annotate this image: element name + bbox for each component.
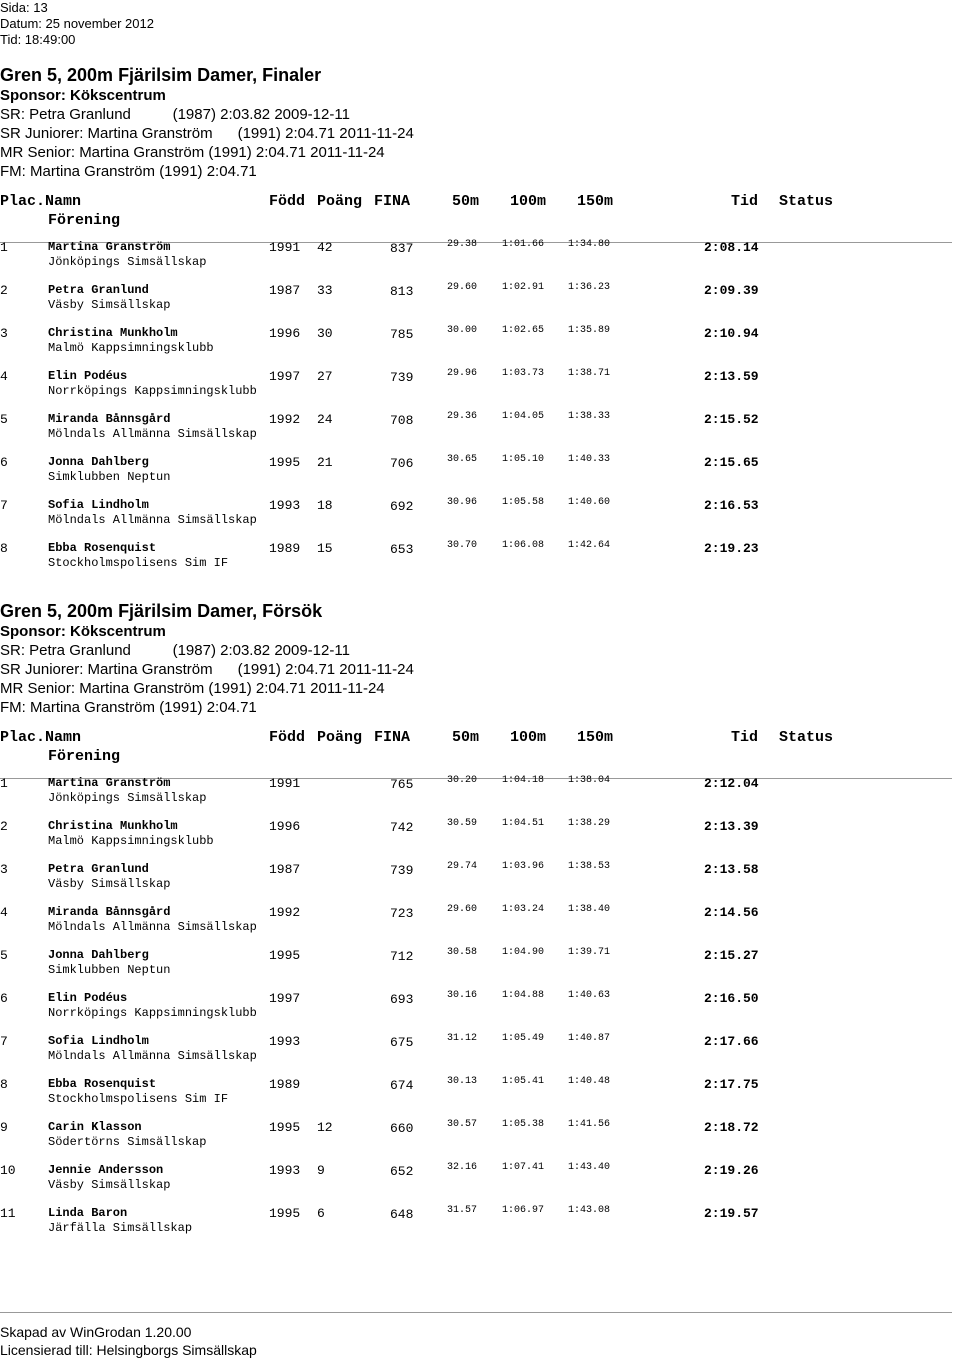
results-list bbox=[0, 240, 960, 584]
fina-points: 739 bbox=[390, 370, 414, 385]
birth-year: 1997 bbox=[269, 991, 301, 1006]
col-150m: 150m bbox=[577, 193, 614, 210]
club-name: Järfälla Simsällskap bbox=[48, 1221, 193, 1235]
birth-year: 1992 bbox=[269, 412, 301, 427]
record-mr-senior: MR Senior: Martina Granström (1991) 2:04.71 2011-11-24 bbox=[0, 680, 385, 697]
points: 21 bbox=[317, 455, 333, 470]
split-50m: 29.60 bbox=[447, 282, 478, 293]
col-fodd: Född bbox=[269, 729, 306, 746]
swimmer-name: Sofia Lindholm bbox=[48, 1034, 149, 1048]
club-name: Simklubben Neptun bbox=[48, 470, 171, 484]
final-time: 2:16.50 bbox=[704, 991, 759, 1006]
result-row bbox=[0, 905, 960, 948]
result-row bbox=[0, 1120, 960, 1163]
swimmer-name: Miranda Bånnsgård bbox=[48, 412, 171, 426]
split-100m: 1:05.41 bbox=[502, 1076, 545, 1087]
fina-points: 765 bbox=[390, 777, 414, 792]
swimmer-name: Christina Munkholm bbox=[48, 819, 178, 833]
final-time: 2:17.66 bbox=[704, 1034, 759, 1049]
split-50m: 30.96 bbox=[447, 497, 478, 508]
col-plac-namn: Plac.Namn bbox=[0, 729, 82, 746]
split-100m: 1:03.96 bbox=[502, 861, 545, 872]
placing: 6 bbox=[0, 455, 8, 470]
birth-year: 1989 bbox=[269, 1077, 301, 1092]
col-50m: 50m bbox=[452, 729, 480, 746]
print-date: Datum: 25 november 2012 bbox=[0, 16, 154, 31]
split-100m: 1:02.91 bbox=[502, 282, 545, 293]
footer-divider bbox=[0, 1312, 952, 1313]
col-tid: Tid bbox=[731, 729, 759, 746]
points: 33 bbox=[317, 283, 333, 298]
birth-year: 1993 bbox=[269, 1163, 301, 1178]
split-100m: 1:04.51 bbox=[502, 818, 545, 829]
placing: 11 bbox=[0, 1206, 16, 1221]
fina-points: 648 bbox=[390, 1207, 414, 1222]
fina-points: 693 bbox=[390, 992, 414, 1007]
split-150m: 1:38.40 bbox=[568, 904, 611, 915]
col-forening: Förening bbox=[48, 748, 121, 765]
record-sr: SR: Petra Granlund (1987) 2:03.82 2009-12-11 bbox=[0, 642, 350, 659]
final-time: 2:15.65 bbox=[704, 455, 759, 470]
col-poang: Poäng bbox=[317, 193, 363, 210]
placing: 2 bbox=[0, 819, 8, 834]
placing: 9 bbox=[0, 1120, 8, 1135]
result-row bbox=[0, 455, 960, 498]
fina-points: 813 bbox=[390, 284, 414, 299]
split-150m: 1:40.33 bbox=[568, 454, 611, 465]
club-name: Stockholmspolisens Sim IF bbox=[48, 556, 229, 570]
swimmer-name: Petra Granlund bbox=[48, 862, 149, 876]
final-time: 2:08.14 bbox=[704, 240, 759, 255]
club-name: Malmö Kappsimningsklubb bbox=[48, 341, 214, 355]
split-50m: 30.58 bbox=[447, 947, 478, 958]
col-100m: 100m bbox=[510, 193, 547, 210]
points: 18 bbox=[317, 498, 333, 513]
result-row bbox=[0, 948, 960, 991]
club-name: Malmö Kappsimningsklubb bbox=[48, 834, 214, 848]
fina-points: 706 bbox=[390, 456, 414, 471]
placing: 1 bbox=[0, 240, 8, 255]
birth-year: 1997 bbox=[269, 369, 301, 384]
result-row bbox=[0, 541, 960, 584]
result-row bbox=[0, 283, 960, 326]
fina-points: 674 bbox=[390, 1078, 414, 1093]
club-name: Mölndals Allmänna Simsällskap bbox=[48, 513, 257, 527]
swimmer-name: Jennie Andersson bbox=[48, 1163, 164, 1177]
swimmer-name: Jonna Dahlberg bbox=[48, 948, 149, 962]
split-150m: 1:38.29 bbox=[568, 818, 611, 829]
final-time: 2:13.59 bbox=[704, 369, 759, 384]
table-header bbox=[0, 729, 960, 767]
result-row bbox=[0, 498, 960, 541]
col-150m: 150m bbox=[577, 729, 614, 746]
placing: 4 bbox=[0, 369, 8, 384]
record-sr-junior: SR Juniorer: Martina Granström (1991) 2:04.71 2011-11-24 bbox=[0, 125, 414, 142]
split-150m: 1:40.87 bbox=[568, 1033, 611, 1044]
event-sponsor: Sponsor: Kökscentrum bbox=[0, 623, 166, 640]
split-100m: 1:02.65 bbox=[502, 325, 545, 336]
swimmer-name: Ebba Rosenquist bbox=[48, 541, 157, 555]
col-50m: 50m bbox=[452, 193, 480, 210]
swimmer-name: Martina Granström bbox=[48, 776, 171, 790]
club-name: Simklubben Neptun bbox=[48, 963, 171, 977]
points: 24 bbox=[317, 412, 333, 427]
table-header bbox=[0, 193, 960, 231]
split-50m: 31.57 bbox=[447, 1205, 478, 1216]
split-100m: 1:03.73 bbox=[502, 368, 545, 379]
birth-year: 1991 bbox=[269, 240, 301, 255]
swimmer-name: Martina Granström bbox=[48, 240, 171, 254]
result-row bbox=[0, 240, 960, 283]
placing: 5 bbox=[0, 948, 8, 963]
final-time: 2:13.39 bbox=[704, 819, 759, 834]
placing: 8 bbox=[0, 1077, 8, 1092]
split-150m: 1:38.53 bbox=[568, 861, 611, 872]
final-time: 2:19.23 bbox=[704, 541, 759, 556]
swimmer-name: Linda Baron bbox=[48, 1206, 128, 1220]
birth-year: 1996 bbox=[269, 326, 301, 341]
page-number: Sida: 13 bbox=[0, 0, 48, 15]
split-150m: 1:38.33 bbox=[568, 411, 611, 422]
placing: 8 bbox=[0, 541, 8, 556]
swimmer-name: Elin Podéus bbox=[48, 369, 128, 383]
fina-points: 837 bbox=[390, 241, 414, 256]
split-50m: 30.70 bbox=[447, 540, 478, 551]
split-150m: 1:40.48 bbox=[568, 1076, 611, 1087]
split-100m: 1:04.88 bbox=[502, 990, 545, 1001]
split-100m: 1:06.08 bbox=[502, 540, 545, 551]
club-name: Norrköpings Kappsimningsklubb bbox=[48, 384, 257, 398]
club-name: Jönköpings Simsällskap bbox=[48, 255, 207, 269]
record-mr-senior: MR Senior: Martina Granström (1991) 2:04.71 2011-11-24 bbox=[0, 144, 385, 161]
split-100m: 1:05.49 bbox=[502, 1033, 545, 1044]
placing: 4 bbox=[0, 905, 8, 920]
club-name: Väsby Simsällskap bbox=[48, 877, 171, 891]
club-name: Mölndals Allmänna Simsällskap bbox=[48, 1049, 257, 1063]
split-50m: 30.00 bbox=[447, 325, 478, 336]
split-150m: 1:40.63 bbox=[568, 990, 611, 1001]
club-name: Stockholmspolisens Sim IF bbox=[48, 1092, 229, 1106]
col-status: Status bbox=[779, 193, 834, 210]
club-name: Mölndals Allmänna Simsällskap bbox=[48, 920, 257, 934]
result-row bbox=[0, 1034, 960, 1077]
record-fm: FM: Martina Granström (1991) 2:04.71 bbox=[0, 699, 257, 716]
split-50m: 29.96 bbox=[447, 368, 478, 379]
points: 15 bbox=[317, 541, 333, 556]
swimmer-name: Miranda Bånnsgård bbox=[48, 905, 171, 919]
birth-year: 1992 bbox=[269, 905, 301, 920]
swimmer-name: Petra Granlund bbox=[48, 283, 149, 297]
split-150m: 1:43.08 bbox=[568, 1205, 611, 1216]
birth-year: 1995 bbox=[269, 1120, 301, 1135]
club-name: Mölndals Allmänna Simsällskap bbox=[48, 427, 257, 441]
split-150m: 1:42.64 bbox=[568, 540, 611, 551]
event-section-heats bbox=[0, 600, 960, 1249]
split-50m: 29.74 bbox=[447, 861, 478, 872]
split-50m: 31.12 bbox=[447, 1033, 478, 1044]
fina-points: 675 bbox=[390, 1035, 414, 1050]
result-row bbox=[0, 776, 960, 819]
swimmer-name: Christina Munkholm bbox=[48, 326, 178, 340]
swimmer-name: Sofia Lindholm bbox=[48, 498, 149, 512]
col-poang: Poäng bbox=[317, 729, 363, 746]
col-fina: FINA bbox=[374, 193, 411, 210]
col-plac-namn: Plac.Namn bbox=[0, 193, 82, 210]
points: 30 bbox=[317, 326, 333, 341]
split-150m: 1:38.71 bbox=[568, 368, 611, 379]
split-100m: 1:07.41 bbox=[502, 1162, 545, 1173]
final-time: 2:10.94 bbox=[704, 326, 759, 341]
split-150m: 1:40.60 bbox=[568, 497, 611, 508]
event-title: Gren 5, 200m Fjärilsim Damer, Försök bbox=[0, 601, 323, 621]
created-by: Skapad av WinGrodan 1.20.00 bbox=[0, 1324, 192, 1340]
fina-points: 742 bbox=[390, 820, 414, 835]
fina-points: 708 bbox=[390, 413, 414, 428]
split-150m: 1:34.80 bbox=[568, 239, 611, 250]
col-100m: 100m bbox=[510, 729, 547, 746]
swimmer-name: Carin Klasson bbox=[48, 1120, 142, 1134]
final-time: 2:15.52 bbox=[704, 412, 759, 427]
placing: 6 bbox=[0, 991, 8, 1006]
col-fina: FINA bbox=[374, 729, 411, 746]
split-150m: 1:35.89 bbox=[568, 325, 611, 336]
placing: 10 bbox=[0, 1163, 16, 1178]
print-time: Tid: 18:49:00 bbox=[0, 32, 76, 47]
birth-year: 1989 bbox=[269, 541, 301, 556]
swimmer-name: Ebba Rosenquist bbox=[48, 1077, 157, 1091]
record-sr-junior: SR Juniorer: Martina Granström (1991) 2:04.71 2011-11-24 bbox=[0, 661, 414, 678]
club-name: Norrköpings Kappsimningsklubb bbox=[48, 1006, 257, 1020]
fina-points: 660 bbox=[390, 1121, 414, 1136]
birth-year: 1996 bbox=[269, 819, 301, 834]
birth-year: 1995 bbox=[269, 455, 301, 470]
fina-points: 692 bbox=[390, 499, 414, 514]
split-100m: 1:04.05 bbox=[502, 411, 545, 422]
col-tid: Tid bbox=[731, 193, 759, 210]
result-row bbox=[0, 369, 960, 412]
placing: 2 bbox=[0, 283, 8, 298]
points: 9 bbox=[317, 1163, 325, 1178]
birth-year: 1995 bbox=[269, 948, 301, 963]
fina-points: 712 bbox=[390, 949, 414, 964]
split-50m: 30.57 bbox=[447, 1119, 478, 1130]
split-50m: 30.13 bbox=[447, 1076, 478, 1087]
birth-year: 1987 bbox=[269, 862, 301, 877]
birth-year: 1991 bbox=[269, 776, 301, 791]
split-50m: 30.20 bbox=[447, 775, 478, 786]
page-header bbox=[0, 0, 154, 48]
final-time: 2:18.72 bbox=[704, 1120, 759, 1135]
fina-points: 739 bbox=[390, 863, 414, 878]
col-status: Status bbox=[779, 729, 834, 746]
result-row bbox=[0, 862, 960, 905]
split-100m: 1:05.10 bbox=[502, 454, 545, 465]
points: 27 bbox=[317, 369, 333, 384]
final-time: 2:14.56 bbox=[704, 905, 759, 920]
result-row bbox=[0, 1077, 960, 1120]
split-50m: 29.36 bbox=[447, 411, 478, 422]
split-50m: 29.60 bbox=[447, 904, 478, 915]
split-50m: 30.59 bbox=[447, 818, 478, 829]
birth-year: 1995 bbox=[269, 1206, 301, 1221]
result-row bbox=[0, 1163, 960, 1206]
event-title: Gren 5, 200m Fjärilsim Damer, Finaler bbox=[0, 65, 322, 85]
swimmer-name: Elin Podéus bbox=[48, 991, 128, 1005]
result-row bbox=[0, 819, 960, 862]
col-forening: Förening bbox=[48, 212, 121, 229]
points: 6 bbox=[317, 1206, 325, 1221]
final-time: 2:15.27 bbox=[704, 948, 759, 963]
record-sr: SR: Petra Granlund (1987) 2:03.82 2009-12-11 bbox=[0, 106, 350, 123]
split-100m: 1:04.18 bbox=[502, 775, 545, 786]
final-time: 2:16.53 bbox=[704, 498, 759, 513]
fina-points: 723 bbox=[390, 906, 414, 921]
result-row bbox=[0, 326, 960, 369]
birth-year: 1993 bbox=[269, 1034, 301, 1049]
result-row bbox=[0, 991, 960, 1034]
final-time: 2:12.04 bbox=[704, 776, 759, 791]
split-100m: 1:05.38 bbox=[502, 1119, 545, 1130]
swimmer-name: Jonna Dahlberg bbox=[48, 455, 149, 469]
points: 42 bbox=[317, 240, 333, 255]
fina-points: 652 bbox=[390, 1164, 414, 1179]
final-time: 2:19.57 bbox=[704, 1206, 759, 1221]
placing: 5 bbox=[0, 412, 8, 427]
split-150m: 1:38.04 bbox=[568, 775, 611, 786]
club-name: Södertörns Simsällskap bbox=[48, 1135, 207, 1149]
split-100m: 1:03.24 bbox=[502, 904, 545, 915]
final-time: 2:09.39 bbox=[704, 283, 759, 298]
placing: 3 bbox=[0, 326, 8, 341]
event-sponsor: Sponsor: Kökscentrum bbox=[0, 87, 166, 104]
split-50m: 30.65 bbox=[447, 454, 478, 465]
split-150m: 1:43.40 bbox=[568, 1162, 611, 1173]
split-50m: 30.16 bbox=[447, 990, 478, 1001]
club-name: Jönköpings Simsällskap bbox=[48, 791, 207, 805]
points: 12 bbox=[317, 1120, 333, 1135]
licensed-to: Licensierad till: Helsingborgs Simsällskap bbox=[0, 1342, 257, 1358]
club-name: Väsby Simsällskap bbox=[48, 1178, 171, 1192]
placing: 7 bbox=[0, 1034, 8, 1049]
col-fodd: Född bbox=[269, 193, 306, 210]
placing: 7 bbox=[0, 498, 8, 513]
record-fm: FM: Martina Granström (1991) 2:04.71 bbox=[0, 163, 257, 180]
result-row bbox=[0, 412, 960, 455]
split-150m: 1:36.23 bbox=[568, 282, 611, 293]
club-name: Väsby Simsällskap bbox=[48, 298, 171, 312]
placing: 1 bbox=[0, 776, 8, 791]
split-100m: 1:04.90 bbox=[502, 947, 545, 958]
split-100m: 1:01.66 bbox=[502, 239, 545, 250]
split-50m: 29.38 bbox=[447, 239, 478, 250]
split-50m: 32.16 bbox=[447, 1162, 478, 1173]
results-list bbox=[0, 776, 960, 1249]
birth-year: 1993 bbox=[269, 498, 301, 513]
split-150m: 1:39.71 bbox=[568, 947, 611, 958]
split-100m: 1:06.97 bbox=[502, 1205, 545, 1216]
result-row bbox=[0, 1206, 960, 1249]
split-150m: 1:41.56 bbox=[568, 1119, 611, 1130]
final-time: 2:17.75 bbox=[704, 1077, 759, 1092]
fina-points: 653 bbox=[390, 542, 414, 557]
final-time: 2:19.26 bbox=[704, 1163, 759, 1178]
final-time: 2:13.58 bbox=[704, 862, 759, 877]
split-100m: 1:05.58 bbox=[502, 497, 545, 508]
fina-points: 785 bbox=[390, 327, 414, 342]
event-section-finals bbox=[0, 64, 960, 584]
placing: 3 bbox=[0, 862, 8, 877]
birth-year: 1987 bbox=[269, 283, 301, 298]
